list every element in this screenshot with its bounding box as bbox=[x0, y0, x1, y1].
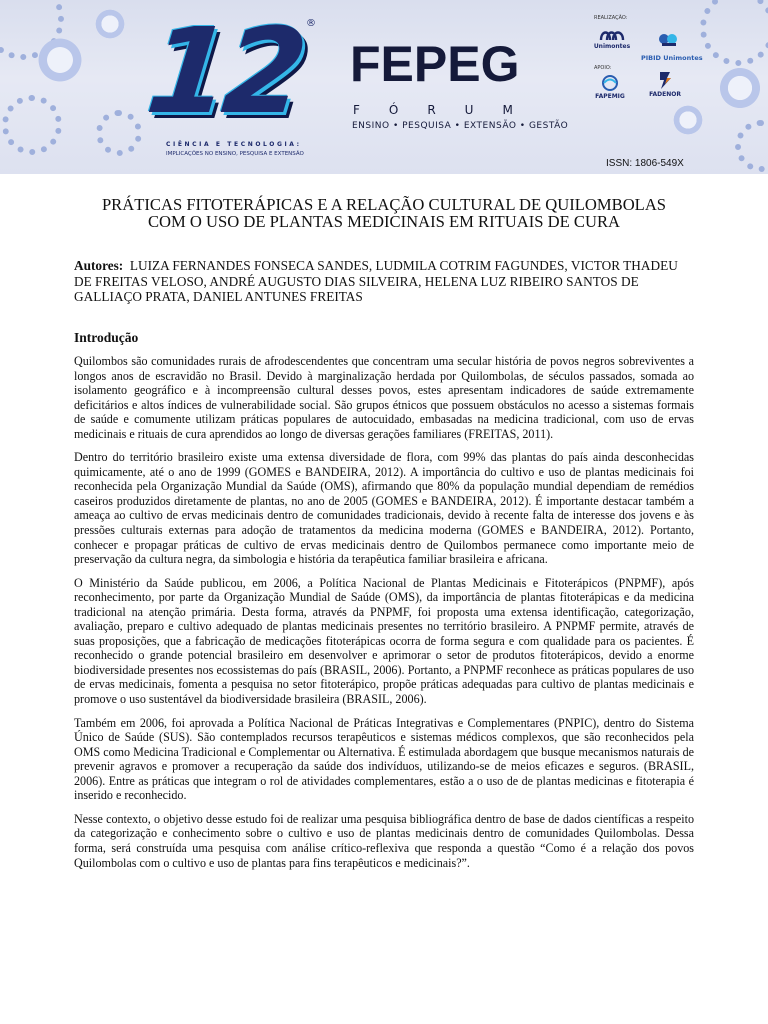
authors-label: Autores: bbox=[74, 258, 124, 273]
event-name: FEPEG bbox=[350, 36, 520, 92]
paper-title-line2: COM O USO DE PLANTAS MEDICINAIS EM RITUAIS DE CURA bbox=[147, 212, 621, 231]
paper-title bbox=[60, 196, 708, 230]
forum-label: FÓRUM bbox=[353, 103, 542, 117]
unimontes-logo: Unimontes bbox=[590, 26, 634, 50]
fadenor-logo-icon bbox=[655, 70, 675, 90]
gear-decoration-icon bbox=[96, 110, 142, 156]
issn-number: ISSN: 1806-549X bbox=[606, 158, 684, 169]
realizacao-label: REALIZAÇÃO: bbox=[594, 15, 628, 21]
paper-title-line1: PRÁTICAS FITOTERÁPICAS E A RELAÇÃO CULTURAL DE QUILOMBOLAS bbox=[101, 195, 667, 214]
paragraph: Também em 2006, foi aprovada a Política Nacional de Práticas Integrativas e Complementares (PNPIC), dentro do Sistema Único de Saúde (SUS). São contemplados recursos terapêuticos e sistemas médicos complexos, que são reconhecidos pela OMS como Medicina Tradicional e Complementar ou Alternativa. É estimulada abordagem que busque mecanismos naturais de prevenir agravos e promover a recuperação da saúde dos indivíduos, utilizando-se de meios eficazes e seguros. (BRASIL, 2006). Entre as práticas que integram o rol de atividades complementares, estão a o uso de de plantas medicinas e fitoterapia é inserido e reconhecido. bbox=[74, 715, 694, 803]
apoio-label: APOIO: bbox=[594, 65, 612, 71]
fapemig-logo-icon bbox=[599, 74, 621, 92]
authors-list: LUIZA FERNANDES FONSECA SANDES, LUDMILA COTRIM FAGUNDES, VICTOR THADEU DE FREITAS VELOSO, ANDRÉ AUGUSTO DIAS SILVEIRA, HELENA LUZ RIBEIRO SANTOS DE GALLIAÇO PRATA, DANIEL ANTUNES FREITAS bbox=[74, 258, 678, 304]
introduction-body bbox=[74, 354, 694, 879]
gear-decoration-icon bbox=[90, 4, 130, 44]
pibid-logo: PIBID Unimontes bbox=[641, 28, 697, 66]
paragraph: Nesse contexto, o objetivo desse estudo foi de realizar uma pesquisa bibliográfica dentro de base de dados científicas a respeito da categorização e conhecimento sobre o cultivo e uso de plantas medicinais dentro de comunidades Quilombolas. Dessa forma, será construída uma pesquisa com análise crítico-reflexiva que responda a questão “Como é a relação dos povos Quilombolas com o cultivo e uso de plantas para fins terapêuticos e medicinais?”. bbox=[74, 811, 694, 870]
section-heading: Introdução bbox=[74, 330, 139, 345]
paragraph: Dentro do território brasileiro existe uma extensa diversidade de flora, com 99% das plantas do país ainda desconhecidas quimicamente, até o ano de 1999 (GOMES e BANDEIRA, 2012). A importância do cultivo e uso de plantas medicinais foi reconhecida pela Organização Mundial da Saúde (OMS), afirmando que 80% da população mundial dependiam de remédios caseiros produzidos diretamente de plantas, no ano de 2005 (GOMES e BANDEIRA, 2012). É importante destacar também a ameaça ao cultivo de ervas medicinais dentro de comunidades tradicionais, devido à recente falta de interesse dos jovens e às pressões culturais externas para adoção de tratamentos da medicina moderna (GOMES e BANDEIRA, 2012). Portanto, conhecer e propagar práticas de cultivo de ervas medicinais dentro de Quilombos permanece como importante meio de preservação da cultura negra, da simbologia e história da terapêutica familiar brasileira e africana. bbox=[74, 450, 694, 567]
unimontes-logo-icon bbox=[599, 26, 625, 42]
registered-mark: ® bbox=[306, 18, 316, 29]
event-slogan: ENSINO • PESQUISA • EXTENSÃO • GESTÃO bbox=[352, 121, 569, 131]
conference-banner bbox=[0, 0, 768, 174]
authors-block bbox=[74, 258, 694, 305]
gear-decoration-icon bbox=[712, 60, 768, 116]
banner-tagline: CIÊNCIA E TECNOLOGIA: bbox=[166, 141, 302, 148]
fadenor-logo: FADENOR bbox=[640, 70, 690, 98]
edition-number: 12 bbox=[140, 2, 308, 140]
gear-decoration-icon bbox=[2, 95, 62, 155]
gear-decoration-icon bbox=[668, 100, 708, 140]
gear-decoration-icon bbox=[30, 30, 90, 90]
paragraph: O Ministério da Saúde publicou, em 2006, a Política Nacional de Plantas Medicinais e Fitoterápicos (PNPMF), após reconhecimento, por parte da Organização Mundial de Saúde (OMS), da importância de plantas fitoterápicas e da medicina tradicional na atenção primária. Desta forma, através da PNPMF, foi proposta uma extensa identificação, categorização, avaliação, preparo e cultivo adequado de plantas medicinais presentes no território brasileiro. A PNPMF permite, através de suas proposições, que a fabricação de medicações fitoterápicas ocorra de forma segura e com qualidade para os pacientes. É reconhecido o grande potencial brasileiro em desenvolver e aprimorar o setor de produtos fitoterápicos, devido a enorme biodiversidade presentes nos ecossistemas do país (BRASIL, 2006). Portanto, a PNPMF reconhece as práticas populares de uso de ervas medicinais, fomenta a pesquisa no setor fitoterápico, propõe práticas adequadas para cultivo de plantas medicinais e promove o uso sustentável da biodiversidade brasileira (BRASIL, 2006). bbox=[74, 575, 694, 707]
gear-decoration-icon bbox=[700, 0, 768, 66]
pibid-logo-icon bbox=[658, 31, 680, 47]
paragraph: Quilombos são comunidades rurais de afrodescendentes que concentram uma secular história de povos negros sobreviventes a longos anos de escravidão no Brasil. Devido à marginalização herdada por Quilombolas, de séculos passados, somada ao isolamento geográfico e à incompreensão cultural desses povos, estes apresentam indicadores de saúde extremamente deficitários e altos índices de vulnerabilidade social. São grupos étnicos que possuem obstáculos no acesso a sistemas formais de saúde e comumente utilizam práticas populares de autocuidado, embasadas na medicina tradicional, com uso de ervas medicinais e rituais de cura aprendidos ao longo de diversas gerações familiares (FREITAS, 2011). bbox=[74, 354, 694, 441]
banner-subtagline: IMPLICAÇÕES NO ENSINO, PESQUISA E EXTENSÃO bbox=[166, 151, 304, 157]
gear-decoration-icon bbox=[735, 120, 768, 172]
fapemig-logo: FAPEMIG bbox=[588, 74, 632, 100]
